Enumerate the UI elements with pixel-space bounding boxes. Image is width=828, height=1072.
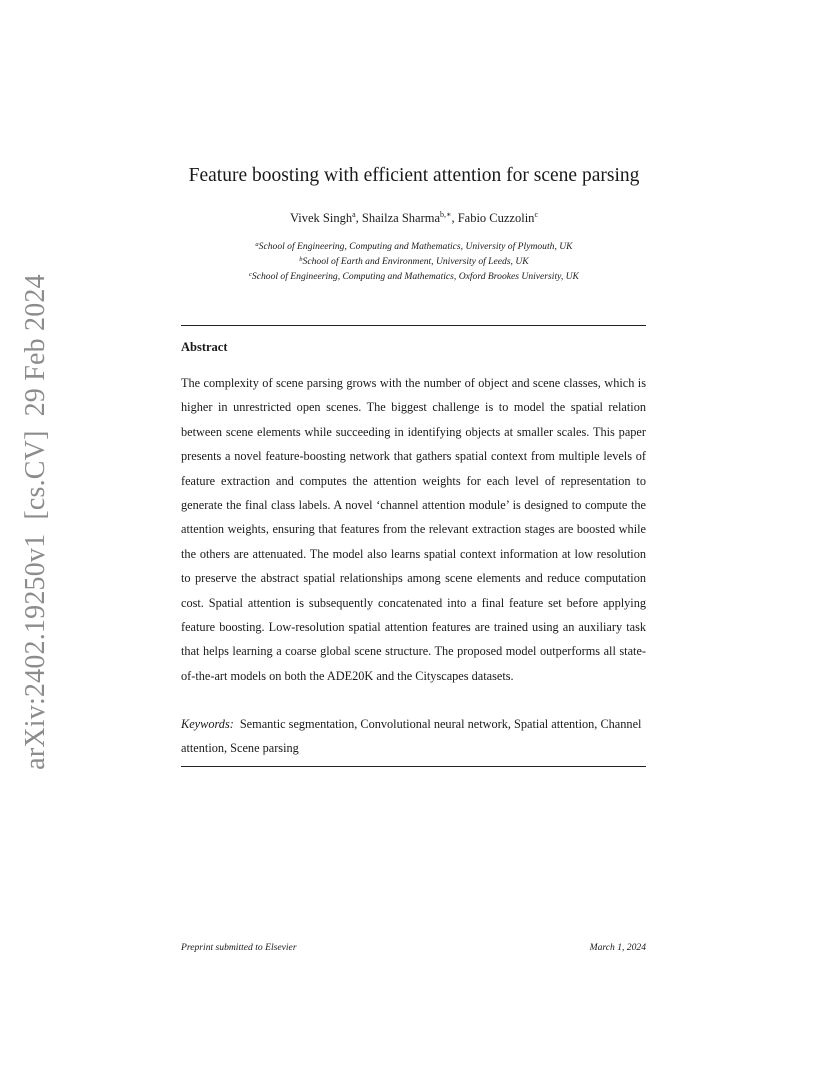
affiliation-mark: b — [299, 256, 303, 263]
author-name: Vivek Singh — [289, 211, 353, 225]
affiliation-text: School of Engineering, Computing and Mathematics, University of Plymouth, UK — [258, 241, 573, 252]
affiliation-mark: a — [255, 241, 259, 248]
author-mark: c — [534, 210, 538, 219]
keywords-text: Semantic segmentation, Convolutional neural network, Spatial attention, Channel attention, Scene parsing — [181, 717, 642, 756]
affiliation-list — [0, 238, 828, 283]
author-list: Vivek Singh$^a$, Shailza Sharma$^{b,∗}$, Fabio Cuzzolin$^c$ — [289, 210, 538, 225]
arxiv-date: 29 Feb 2024 — [20, 274, 51, 417]
arxiv-identifier-stamp — [20, 274, 52, 770]
affiliation-text: School of Engineering, Computing and Mathematics, Oxford Brookes University, UK — [251, 271, 579, 282]
author-mark: a — [352, 210, 356, 219]
affiliation-item — [0, 268, 828, 283]
abstract-body: The complexity of scene parsing grows with the number of object and scene classes, which is higher in unrestricted open scenes. The biggest challenge is to model the spatial relation between scene elements while succeeding in identifying objects at smaller scales. This paper presents a novel feature-boosting network that gathers spatial context from multiple levels of feature extraction and computes the attention weights for each level of representation to generate the final class labels. A novel ‘channel attention module’ is designed to compute the attention weights, ensuring that features from the relevant extraction stages are boosted while the others are attenuated. The model also learns spatial context information at low resolution to preserve the abstract spatial relationships among scene elements and reduce computation cost. Spatial attention is subsequently concatenated into a final feature set before applying feature boosting. Low-resolution spatial attention features are trained using an auxiliary task that helps learning a coarse global scene structure. The proposed model outperforms all state-of-the-art models on both the ADE20K and the Cityscapes datasets. — [181, 376, 646, 683]
affiliation-item — [0, 253, 828, 268]
author-name: Fabio Cuzzolin — [457, 211, 535, 225]
footer-date: March 1, 2024 — [589, 942, 646, 953]
abstract-top-rule — [181, 325, 646, 326]
arxiv-category: [cs.CV] — [20, 430, 51, 520]
affiliation-text: School of Earth and Environment, University of Leeds, UK — [302, 256, 529, 267]
keywords-block — [181, 712, 646, 761]
arxiv-id: arXiv:2402.19250v1 — [20, 533, 51, 770]
author-mark: b,∗ — [440, 210, 452, 219]
abstract-bottom-rule — [181, 766, 646, 767]
author-name: Shailza Sharma — [361, 211, 441, 225]
affiliation-item — [0, 238, 828, 253]
keywords-label: Keywords: — [181, 717, 234, 731]
footer-preprint-note: Preprint submitted to Elsevier — [181, 942, 297, 953]
abstract-heading: Abstract — [181, 340, 228, 354]
affiliation-mark: c — [249, 271, 252, 278]
paper-title: Feature boosting with efficient attention for scene parsing — [188, 165, 640, 186]
